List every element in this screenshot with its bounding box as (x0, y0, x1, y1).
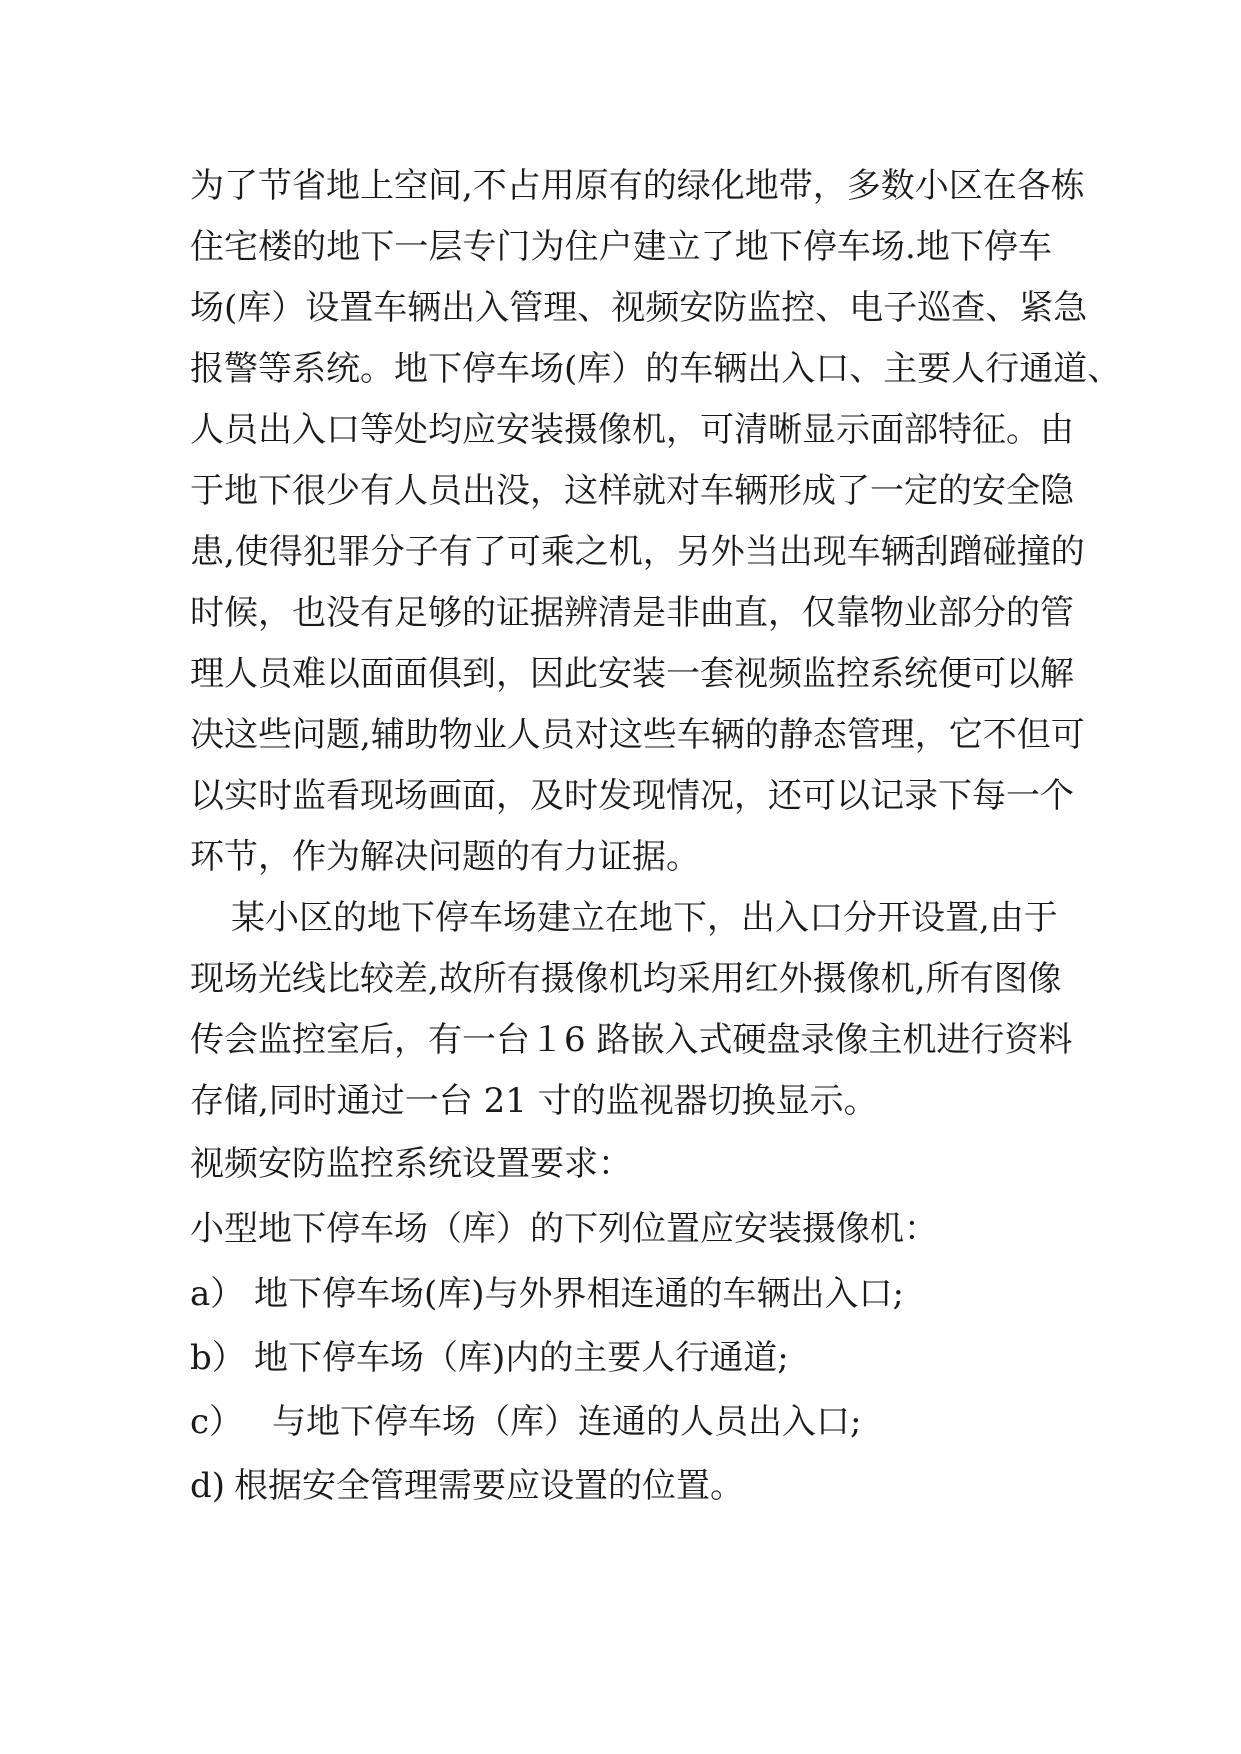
camera-location-list (190, 1262, 1052, 1518)
paragraph-line: 现场光线比较差,故所有摄像机均采用红外摄像机,所有图像 (190, 959, 1062, 999)
paragraph-line: 决这些问题,辅助物业人员对这些车辆的静态管理，它不但可 (190, 715, 1085, 755)
list-item-text: 地下停车场（库)内的主要人行通道; (254, 1338, 789, 1378)
list-item (190, 1454, 1052, 1518)
paragraph-line: 时候，也没有足够的证据辨清是非曲直，仅靠物业部分的管 (190, 593, 1074, 633)
paragraph-line: 于地下很少有人员出没，这样就对车辆形成了一定的安全隐 (190, 471, 1074, 511)
section-heading: 视频安防监控系统设置要求： (190, 1144, 632, 1184)
paragraph-line: 患,使得犯罪分子有了可乘之机，另外当出现车辆刮蹭碰撞的 (190, 532, 1085, 572)
list-marker: b） (190, 1338, 246, 1378)
paragraph-line: 为了节省地上空间,不占用原有的绿化地带，多数小区在各栋 (190, 166, 1085, 206)
paragraph-line: 住宅楼的地下一层专门为住户建立了地下停车场.地下停车 (190, 227, 1052, 267)
paragraph-line: 理人员难以面面俱到，因此安装一套视频监控系统便可以解 (190, 654, 1074, 694)
paragraph-line: 报警等系统。地下停车场(库）的车辆出入口、主要人行通道、 (190, 349, 1122, 389)
paragraph-line: 场(库）设置车辆出入管理、视频安防监控、电子巡查、紧急 (190, 288, 1088, 328)
list-item (190, 1326, 1052, 1390)
list-intro: 小型地下停车场（库）的下列位置应安装摄像机： (190, 1209, 938, 1249)
paragraph-community-setup (190, 888, 1073, 1132)
list-item (190, 1262, 1052, 1326)
list-item-text: 根据安全管理需要应设置的位置。 (234, 1466, 744, 1506)
paragraph-line: 以实时监看现场画面，及时发现情况，还可以记录下每一个 (190, 776, 1074, 816)
list-marker: a） (190, 1274, 245, 1314)
paragraph-line: 某小区的地下停车场建立在地下，出入口分开设置,由于 (231, 898, 1058, 938)
list-marker: d) (190, 1466, 226, 1506)
paragraph-line: 存储,同时通过一台 21 寸的监视器切换显示。 (190, 1081, 878, 1121)
list-item (190, 1390, 1052, 1454)
paragraph-parking-background (190, 156, 1122, 888)
document-body (190, 156, 1122, 1518)
paragraph-line: 传会监控室后，有一台１6 路嵌入式硬盘录像主机进行资料 (190, 1020, 1073, 1060)
paragraph-line: 环节，作为解决问题的有力证据。 (190, 837, 700, 877)
list-marker: c） (190, 1402, 244, 1442)
list-item-text: 与地下停车场（库）连通的人员出入口; (272, 1402, 862, 1442)
list-item-text: 地下停车场(库)与外界相连通的车辆出入口; (254, 1274, 904, 1314)
paragraph-line: 人员出入口等处均应安装摄像机，可清晰显示面部特征。由 (190, 410, 1074, 450)
